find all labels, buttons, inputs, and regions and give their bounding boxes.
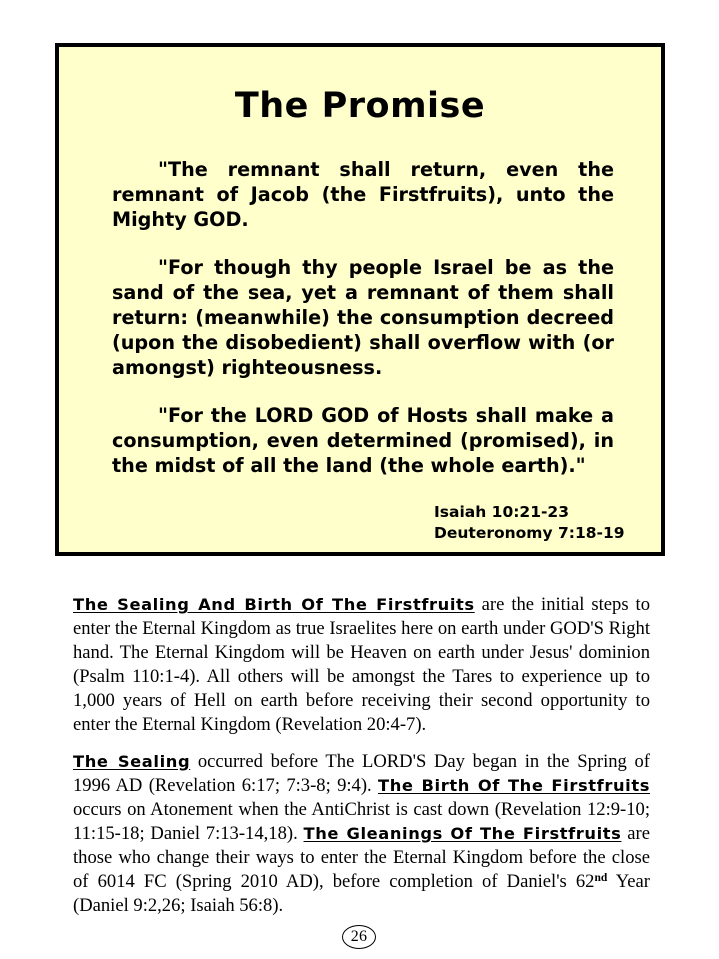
body-paragraph-2-segment-3b: Year (Daniel 9:2,26; Isaiah 56:8).	[73, 871, 650, 917]
term-the-gleanings-of-the-firstfruits: The Gleanings Of The Firstfruits	[303, 823, 622, 843]
promise-box-title: The Promise	[234, 86, 486, 126]
body-paragraph-2	[73, 750, 650, 919]
term-sealing-and-birth-of-the-firstfruits: The Sealing And Birth Of The Firstfruits	[73, 595, 475, 614]
promise-callout-box	[55, 43, 665, 556]
scripture-quote-1: "The remnant shall return, even the remnant of Jacob (the Firstfruits), unto the Mighty GOD.	[112, 157, 614, 231]
page-number-badge	[342, 925, 376, 949]
scripture-quote-2: "For though thy people Israel be as the sand of the sea, yet a remnant of them shall return: (meanwhile) the consumption decreed (upon the disobedient) shall overflow with (or amongst) righteousness.	[112, 255, 614, 379]
body-paragraph-1	[73, 593, 650, 738]
citation-isaiah: Isaiah 10:21-23	[434, 502, 569, 521]
ordinal-suffix: nd	[594, 872, 608, 885]
citation-deuteronomy: Deuteronomy 7:18-19	[434, 523, 625, 542]
body-paragraph-2-segment-3a: are those who change their ways to enter the Eternal Kingdom before the close of 6014 FC (Spring 2010 AD), before completion of Daniel's 62	[73, 822, 650, 893]
scripture-citations	[59, 502, 661, 544]
body-paragraph-2-segment-2: occurs on Atonement when the AntiChrist is cast down (Revelation 12:9-10; 11:15-18; Daniel 7:13-14,18).	[73, 798, 650, 844]
term-the-sealing: The Sealing	[73, 751, 191, 771]
page-number-value: 26	[350, 928, 368, 945]
body-paragraph-2-segment-1: occurred before The LORD'S Day began in the Spring of 1996 AD (Revelation 6:17; 7:3-8; 9:4).	[73, 750, 650, 796]
body-paragraph-1-text: are the initial steps to enter the Eternal Kingdom as true Israelites here on earth under GOD'S Right hand. The Eternal Kingdom will be Heaven on earth under Jesus' dominion (Psalm 110:1-4). All others will be amongst the Tares to experience up to 1,000 years of Hell on earth before receiving their second opportunity to enter the Eternal Kingdom (Revelation 20:4-7).	[73, 594, 650, 736]
term-the-birth-of-the-firstfruits: The Birth Of The Firstfruits	[378, 775, 650, 795]
scripture-quote-3: "For the LORD GOD of Hosts shall make a consumption, even determined (promised), in the midst of all the land (the whole earth)."	[112, 403, 614, 477]
body-copy	[73, 593, 650, 918]
